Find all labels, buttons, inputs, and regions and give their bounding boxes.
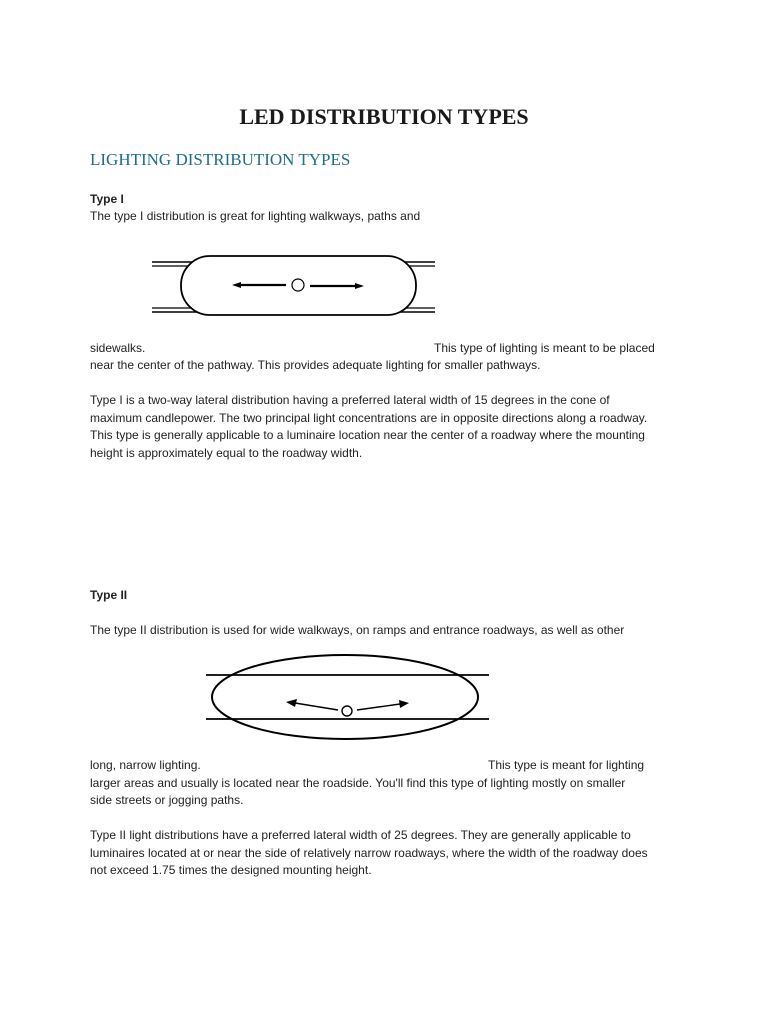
type2-right-arrow-shaft [357,704,400,710]
type2-line2: larger areas and usually is located near the roadside. You'll find this type of lighting mostly on smaller [90,776,626,790]
type2-luminaire [342,706,352,716]
type2-distribution-diagram [204,652,492,748]
section-heading: LIGHTING DISTRIBUTION TYPES [90,150,351,169]
type2-line1-right: This type is meant for lighting [488,758,645,772]
type1-line1-left: sidewalks. [90,341,146,355]
type2-right-arrow-head [399,700,409,708]
type1-paragraph-line: Type I is a two-way lateral distribution having a preferred lateral width of 15 degrees in the cone of [90,393,610,407]
type2-intro: The type II distribution is used for wide walkways, on ramps and entrance roadways, as well as other [90,623,625,637]
type2-line1-left: long, narrow lighting. [90,758,201,772]
type2-left-arrow-head [286,699,297,707]
type1-line1-right: This type of lighting is meant to be placed [434,341,655,355]
document-title: LED DISTRIBUTION TYPES [239,104,529,129]
type2-paragraph-line: Type II light distributions have a preferred lateral width of 25 degrees. They are generally applicable to [90,828,631,842]
type2-heading: Type II [90,588,128,602]
type1-paragraph-line: height is approximately equal to the roadway width. [90,446,363,460]
type2-paragraph-line: luminaires located at or near the side of relatively narrow roadways, where the width of the roadway does [90,846,648,860]
type2-distribution-pattern [212,655,478,739]
type2-left-arrow-shaft [295,703,338,710]
type2-paragraph-line: not exceed 1.75 times the designed mounting height. [90,863,372,877]
type1-paragraph-line: maximum candlepower. The two principal light concentrations are in opposite directions along a roadway. [90,411,648,425]
type1-heading: Type I [90,192,124,206]
type1-intro: The type I distribution is great for lighting walkways, paths and [90,209,421,223]
type1-line2: near the center of the pathway. This provides adequate lighting for smaller pathways. [90,358,541,372]
type1-distribution-diagram [150,254,438,320]
type2-line3: side streets or jogging paths. [90,793,244,807]
type1-paragraph-line: This type is generally applicable to a luminaire location near the center of a roadway where the mounting [90,428,645,442]
type1-luminaire [292,279,304,291]
